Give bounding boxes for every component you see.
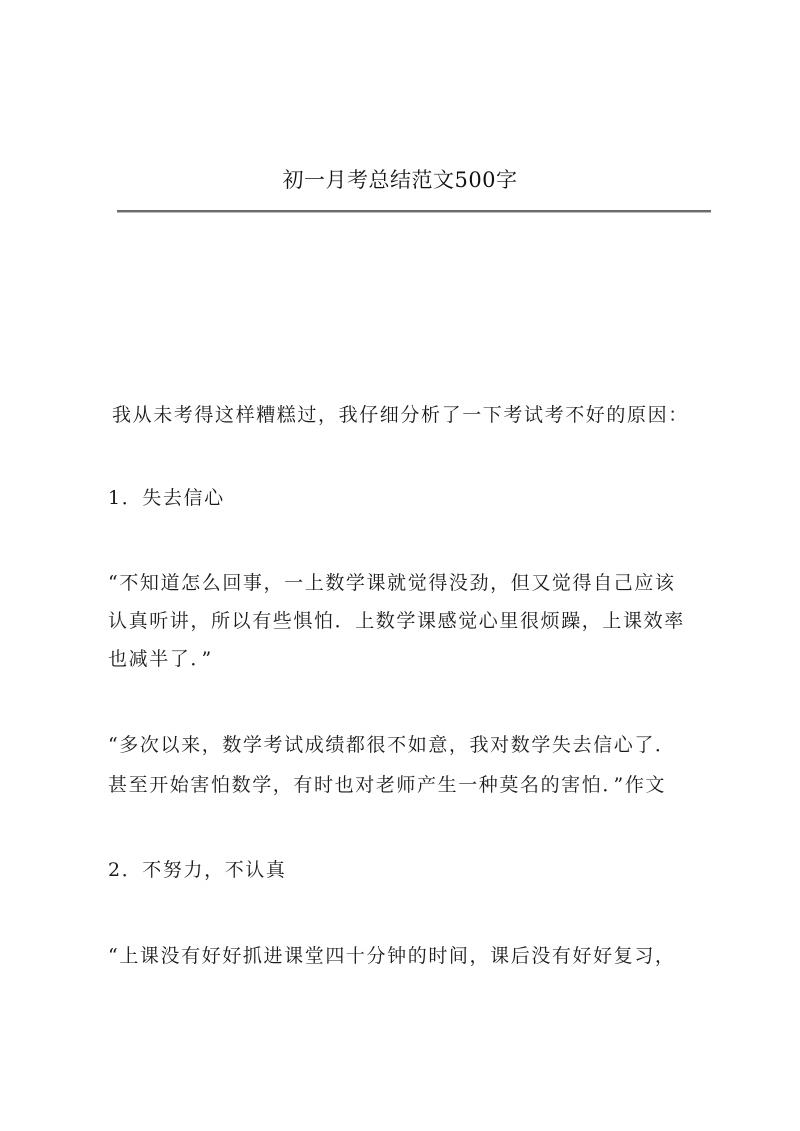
section-heading-2: 2．不努力，不认真 [108, 859, 287, 881]
intro-paragraph: 我从未考得这样糟糕过，我仔细分析了一下考试考不好的原因： [112, 404, 689, 426]
quote-1-line-1: “不知道怎么回事，一上数学课就觉得没劲，但又觉得自己应该 [108, 572, 676, 594]
quote-2-line-1: “多次以来，数学考试成绩都很不如意，我对数学失去信心了． [108, 734, 676, 756]
quote-3-line-1: “上课没有好好抓进课堂四十分钟的时间，课后没有好好复习， [108, 945, 676, 967]
title-divider [117, 210, 711, 213]
quote-1-line-2: 认真听讲，所以有些惧怕．上数学课感觉心里很烦躁，上课效率 [108, 610, 685, 632]
section-heading-1: 1．失去信心 [108, 487, 225, 509]
document-title: 初一月考总结范文500字 [282, 168, 518, 192]
quote-2-line-2: 甚至开始害怕数学，有时也对老师产生一种莫名的害怕．”作文 [108, 774, 667, 796]
quote-1-line-3: 也减半了．” [108, 648, 213, 670]
